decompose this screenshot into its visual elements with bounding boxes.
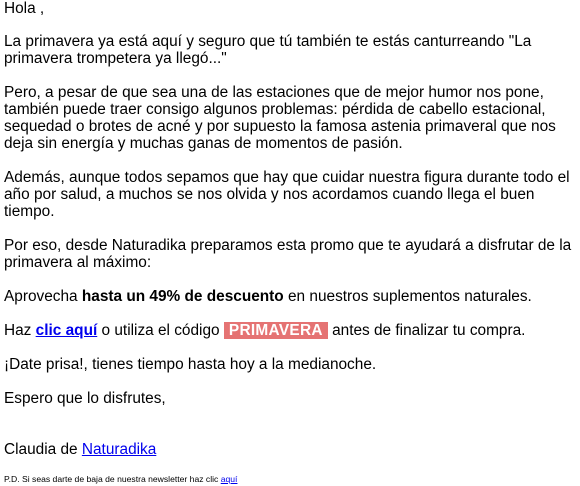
paragraph-spring <box>4 33 531 67</box>
paragraph-line: también puede traer consigo algunos problemas: pérdida de cabello estacional, <box>4 101 546 118</box>
paragraph-line: Además, aunque todos sepamos que hay que cuidar nuestra figura durante todo el <box>4 169 570 186</box>
paragraph-line: deja sin energía y muchas ganas de momentos de pasión. <box>4 135 403 152</box>
paragraph-line: primavera al máximo: <box>4 254 152 271</box>
paragraph-line: año por salud, a muchos se nos olvida y nos acordamos cuando llega el buen <box>4 186 535 203</box>
discount-highlight: hasta un 49% de descuento <box>81 288 284 305</box>
paragraph-line: primavera trompetera ya llegó..." <box>4 50 227 67</box>
signature-prefix: Claudia de <box>4 441 82 458</box>
paragraph-enjoy: Espero que lo disfrutes, <box>4 390 166 407</box>
unsubscribe-link[interactable]: aquí <box>220 474 238 484</box>
code-text-middle: o utiliza el código <box>97 322 224 339</box>
paragraph-code <box>4 322 525 339</box>
code-text-before: Haz <box>4 322 36 339</box>
paragraph-line: Por eso, desde Naturadika preparamos esta promo que te ayudará a disfrutar de la <box>4 237 572 254</box>
paragraph-line: La primavera ya está aquí y seguro que tú también te estás canturreando "La <box>4 33 532 50</box>
promo-code-badge: PRIMAVERA <box>224 322 328 339</box>
postscript <box>4 474 237 484</box>
paragraph-figure <box>4 169 570 220</box>
paragraph-line: tiempo. <box>4 203 55 220</box>
paragraph-discount <box>4 288 532 305</box>
signature <box>4 441 156 458</box>
greeting: Hola , <box>4 0 45 17</box>
paragraph-promo <box>4 237 571 271</box>
paragraph-line: sequedad o brotes de acné y por supuesto la famosa astenia primaveral que nos <box>4 118 556 135</box>
click-here-link[interactable]: clic aquí <box>35 322 98 339</box>
discount-text-after: en nuestros suplementos naturales. <box>283 288 532 305</box>
naturadika-link[interactable]: Naturadika <box>81 441 157 458</box>
paragraph-problems <box>4 84 556 152</box>
postscript-text: P.D. Si seas darte de baja de nuestra newsletter haz clic <box>4 474 221 484</box>
discount-text-before: Aprovecha <box>4 288 82 305</box>
paragraph-line: Pero, a pesar de que sea una de las estaciones que de mejor humor nos pone, <box>4 84 544 101</box>
code-text-after: antes de finalizar tu compra. <box>327 322 526 339</box>
paragraph-hurry: ¡Date prisa!, tienes tiempo hasta hoy a la medianoche. <box>4 356 377 373</box>
